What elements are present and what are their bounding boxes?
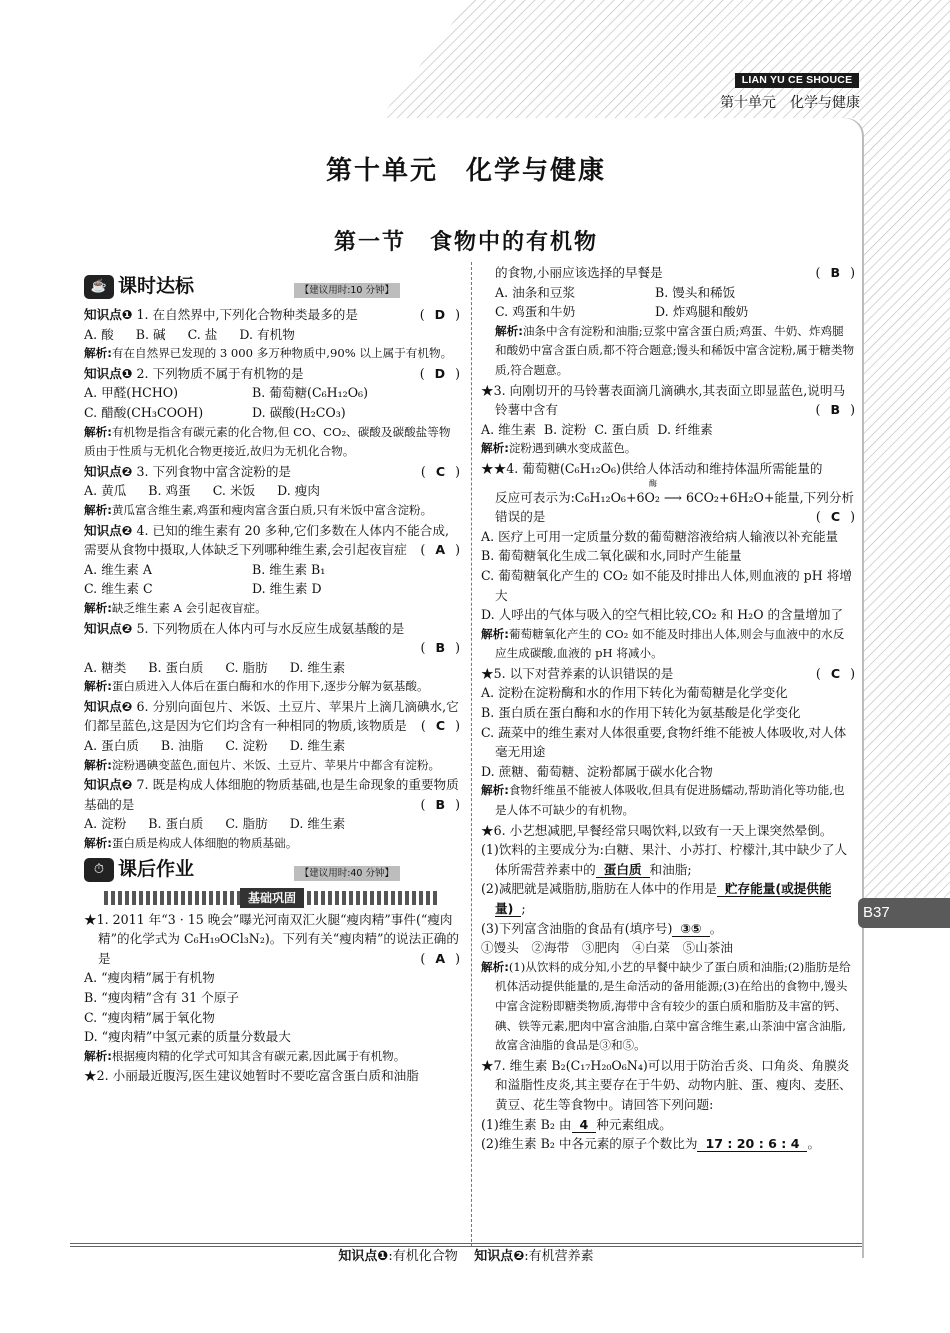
option: C. 醋酸(CH₃COOH) bbox=[84, 404, 204, 420]
answer: C bbox=[830, 509, 841, 525]
answer: B bbox=[830, 402, 841, 418]
analysis: 解析:缺乏维生素 A 会引起夜盲症。 bbox=[84, 600, 267, 615]
knowledge-tag: 知识点❷ bbox=[84, 463, 133, 479]
running-header: 第十单元 化学与健康 bbox=[720, 95, 860, 111]
column-divider bbox=[471, 262, 472, 1247]
option: A. 糖类 bbox=[84, 659, 127, 675]
option: C. 盐 bbox=[187, 326, 218, 342]
question-4: 知识点❷ 4. 已知的维生素有 20 多种,它们多数在人体内不能合成,需要从食物中摄取,人体缺乏下列哪种维生素,会引起夜盲症 ( A ) A. 维生素 A B. 维生素 B₁ C. 维生素 C D. 维生素 D 解析:缺乏维生素 A 会引起夜盲症。 bbox=[84, 521, 460, 619]
homework-question-1: ★1. 2011 年“3 · 15 晚会”曝光河南双汇火腿“瘦肉精”事件(“瘦肉精”的化学式为 C₆H₁₉OCl₃N₂)。下列有关“瘦肉精”的说法正确的是 ( A ) A. “瘦肉精”属于有机物 B. “瘦肉精”含有 31 个原子 C. “瘦肉精”属于氧化物 D. “瘦肉精”中氢元素的质量分数最大 解析:根据瘦肉精的化学式可知其含有碳元素,因此属于有机物。 bbox=[84, 910, 460, 1067]
option: D. “瘦肉精”中氢元素的质量分数最大 bbox=[84, 1029, 291, 1045]
option: B. 馒头和稀饭 bbox=[655, 284, 736, 300]
option: D. 瘦肉 bbox=[277, 483, 320, 499]
question-text: ★5. 以下对营养素的认识错误的是 bbox=[481, 665, 674, 681]
question-text: ★1. 2011 年“3 · 15 晚会”曝光河南双汇火腿“瘦肉精”事件(“瘦肉精”的化学式为 C₆H₁₉OCl₃N₂)。下列有关“瘦肉精”的说法正确的是 bbox=[84, 911, 459, 966]
option: A. 酸 bbox=[84, 326, 114, 342]
option: A. 甲醛(HCHO) bbox=[84, 385, 179, 401]
answer-blank: ③⑤ bbox=[672, 921, 709, 937]
option: D. 人呼出的气体与吸入的空气相比较,CO₂ 和 H₂O 的含量增加了 bbox=[481, 607, 844, 623]
homework-time-badge: 【建议用时:40 分钟】 bbox=[294, 866, 400, 881]
clock-icon: ⏱ bbox=[84, 858, 114, 882]
homework-question-5: ( C ) ★5. 以下对营养素的认识错误的是 A. 淀粉在淀粉酶和水的作用下转化为葡萄糖是化学变化 B. 蛋白质在蛋白酶和水的作用下转化为氨基酸是化学变化 C. 蔬菜中的维生素对人体很重要,食物纤维不能被人体吸收,对人体毫无用途 D. 蔗糖、葡萄糖、淀粉都属于碳水化合物 解析:食物纤维虽不能被人体吸收,但具有促进肠蠕动,帮助消化等功能,也是人体不可缺少的有机物。 bbox=[481, 664, 855, 821]
cup-icon: ☕ bbox=[84, 275, 114, 299]
series-label: LIAN YU CE SHOUCE bbox=[735, 73, 859, 88]
class-section-title: 课时达标 bbox=[118, 275, 195, 298]
analysis: 解析:蛋白质进入人体后在蛋白酶和水的作用下,逐步分解为氨基酸。 bbox=[84, 679, 429, 694]
question-text: 2. 下列物质不属于有机物的是 bbox=[132, 365, 304, 381]
homework-section-title: 课后作业 bbox=[118, 857, 195, 880]
question-text: ★6. 小艺想减肥,早餐经常只喝饮料,以致有一天上课突然晕倒。 bbox=[481, 822, 833, 838]
option: D. 维生素 bbox=[289, 816, 346, 832]
option: C. 蛋白质 bbox=[594, 421, 650, 437]
unit-title: 第十单元 化学与健康 bbox=[325, 156, 606, 186]
question-text: 的食物,小丽应该选择的早餐是 bbox=[495, 265, 663, 280]
option: D. 碳酸(H₂CO₃) bbox=[252, 404, 346, 420]
answer: A bbox=[435, 950, 446, 966]
class-section-header bbox=[84, 275, 460, 301]
answer: B bbox=[435, 796, 446, 812]
answer-blank: 贮存能量(或提供能量) bbox=[495, 881, 832, 916]
option: C. 脂肪 bbox=[225, 659, 268, 675]
question-5: 知识点❷ 5. 下列物质在人体内可与水反应生成氨基酸的是 ( B ) A. 糖类 B. 蛋白质 C. 脂肪 D. 维生素 解析:蛋白质进入人体后在蛋白酶和水的作用下,逐步分解为氨基酸。 bbox=[84, 619, 460, 697]
analysis: 解析:淀粉遇碘变蓝色,面包片、米饭、土豆片、苹果片中都含有淀粉。 bbox=[84, 757, 441, 772]
option: D. 炸鸡腿和酸奶 bbox=[655, 304, 749, 320]
option: A. 维生素 bbox=[481, 421, 536, 437]
option: C. 蔬菜中的维生素对人体很重要,食物纤维不能被人体吸收,对人体毫无用途 bbox=[481, 724, 847, 760]
option: C. 淀粉 bbox=[225, 738, 268, 754]
basic-consolidation-bar bbox=[84, 888, 460, 908]
homework-question-2-start: ★2. 小丽最近腹泻,医生建议她暂时不要吃富含蛋白质和油脂 bbox=[84, 1068, 419, 1084]
answer: B bbox=[830, 265, 841, 280]
question-text: 3. 下列食物中富含淀粉的是 bbox=[132, 463, 292, 479]
question-6: 知识点❷ 6. 分别向面包片、米饭、土豆片、苹果片上滴几滴碘水,它们都呈蓝色,这是因为它们均含有一种相同的物质,该物质是 ( C ) A. 蛋白质 B. 油脂 C. 淀粉 D. 维生素 解析:淀粉遇碘变蓝色,面包片、米饭、土豆片、苹果片中都含有淀粉。 bbox=[84, 697, 460, 775]
knowledge-tag: 知识点❷ bbox=[84, 698, 133, 714]
question-text: ★7. 维生素 B₂(C₁₇H₂₀O₆N₄)可以用于防治舌炎、口角炎、角膜炎和溢脂性皮炎,其主要存在于牛奶、动物内脏、蛋、瘦肉、麦胚、黄豆、花生等食物中。请回答下列问题: bbox=[481, 1057, 852, 1112]
answer: C bbox=[435, 463, 446, 479]
option: B. 碱 bbox=[135, 326, 166, 342]
answer: D bbox=[434, 307, 446, 322]
analysis: 解析:根据瘦肉精的化学式可知其含有碳元素,因此属于有机物。 bbox=[84, 1048, 406, 1063]
question-text: 1. 在自然界中,下列化合物种类最多的是 bbox=[132, 307, 358, 322]
analysis: 解析:有机物是指含有碳元素的化合物,但 CO、CO₂、碳酸及碳酸盐等物质由于性质与无机化合物更接近,故归为无机化合物。 bbox=[84, 424, 451, 459]
option-list: ①馒头 ②海带 ③肥肉 ④白菜 ⑤山茶油 bbox=[481, 940, 733, 956]
option: D. 维生素 D bbox=[252, 581, 322, 597]
homework-section-header bbox=[84, 858, 460, 884]
knowledge-tag: 知识点❷ bbox=[84, 620, 133, 636]
option: C. 鸡蛋和牛奶 bbox=[495, 304, 576, 320]
analysis: 解析:葡萄糖氧化产生的 CO₂ 如不能及时排出人体,则会与血液中的水反应生成碳酸,血液的 pH 将减小。 bbox=[481, 626, 845, 661]
option: A. “瘦肉精”属于有机物 bbox=[84, 970, 215, 986]
left-column bbox=[84, 275, 460, 1086]
option: B. 油脂 bbox=[160, 738, 204, 754]
section-title: 第一节 食物中的有机物 bbox=[333, 230, 598, 255]
option: D. 有机物 bbox=[239, 326, 295, 342]
option: D. 维生素 bbox=[289, 659, 346, 675]
enzyme-label: 酶 bbox=[649, 478, 657, 488]
option: A. 维生素 A bbox=[84, 561, 152, 577]
option: C. 脂肪 bbox=[225, 816, 268, 832]
answer: C bbox=[830, 665, 841, 681]
knowledge-tag: 知识点❶ bbox=[84, 365, 133, 381]
right-column bbox=[481, 263, 855, 1154]
option: A. 淀粉在淀粉酶和水的作用下转化为葡萄糖是化学变化 bbox=[481, 685, 788, 701]
option: B. 蛋白质 bbox=[148, 816, 204, 832]
analysis: 解析:(1)从饮料的成分知,小艺的早餐中缺少了蛋白质和油脂;(2)脂肪是给机体活动提供能量的,是生命活动的备用能源;(3)在给出的食物中,馒头中富含淀粉即糖类物质,海带中含有较少的蛋白质和脂肪及丰富的钙、碘、铁等元素,肥肉中富含油脂,白菜中富含维生素,山茶油中富含油脂,故富含油脂的食品是③和⑤。 bbox=[481, 959, 851, 1053]
question-text: 5. 下列物质在人体内可与水反应生成氨基酸的是 bbox=[132, 620, 405, 636]
option: D. 维生素 bbox=[289, 738, 346, 754]
option: B. 维生素 B₁ bbox=[252, 561, 326, 577]
homework-question-7: ★7. 维生素 B₂(C₁₇H₂₀O₆N₄)可以用于防治舌炎、口角炎、角膜炎和溢脂性皮炎,其主要存在于牛奶、动物内脏、蛋、瘦肉、麦胚、黄豆、花生等食物中。请回答下列问题: (1)维生素 B₂ 由 4 种元素组成。 (2)维生素 B₂ 中各元素的原子个数比为 17 : 20 : 6 : 4 。 bbox=[481, 1056, 855, 1154]
page-number: B37 bbox=[858, 898, 950, 928]
answer: D bbox=[434, 365, 446, 381]
analysis: 解析:食物纤维虽不能被人体吸收,但具有促进肠蠕动,帮助消化等功能,也是人体不可缺少的有机物。 bbox=[481, 783, 845, 818]
question-3: ( C ) 知识点❷ 3. 下列食物中富含淀粉的是 A. 黄瓜 B. 鸡蛋 C. 米饭 D. 瘦肉 解析:黄瓜富含维生素,鸡蛋和瘦肉富含蛋白质,只有米饭中富含淀粉。 bbox=[84, 462, 460, 521]
option: A. 油条和豆浆 bbox=[495, 284, 576, 300]
question-text: ★★4. 葡萄糖(C₆H₁₂O₆)供给人体活动和维持体温所需能量的 bbox=[481, 460, 823, 476]
class-time-badge: 【建议用时:10 分钟】 bbox=[294, 283, 400, 298]
option: B. 蛋白质在蛋白酶和水的作用下转化为氨基酸是化学变化 bbox=[481, 705, 801, 721]
knowledge-tag: 知识点❷ bbox=[84, 522, 133, 538]
question-7: 知识点❷ 7. 既是构成人体细胞的物质基础,也是生命现象的重要物质基础的是 ( B ) A. 淀粉 B. 蛋白质 C. 脂肪 D. 维生素 解析:蛋白质是构成人体细胞的物质基础。 bbox=[84, 775, 460, 853]
answer-blank: 4 bbox=[572, 1117, 597, 1133]
question-text: 反应可表示为:C₆H₁₂O₆+6O₂ ⟶ 6CO₂+6H₂O+能量,下列分析错误的是 bbox=[495, 489, 855, 525]
analysis: 解析:黄瓜富含维生素,鸡蛋和瘦肉富含蛋白质,只有米饭中富含淀粉。 bbox=[84, 502, 433, 517]
question-text: 4. 已知的维生素有 20 多种,它们多数在人体内不能合成,需要从食物中摄取,人体缺乏下列哪种维生素,会引起夜盲症 bbox=[84, 522, 449, 558]
option: B. 鸡蛋 bbox=[148, 483, 191, 499]
knowledge-tag: 知识点❷ bbox=[84, 777, 133, 793]
option: B. 葡萄糖氧化生成二氧化碳和水,同时产生能量 bbox=[481, 548, 742, 564]
homework-question-4: ★★4. 葡萄糖(C₆H₁₂O₆)供给人体活动和维持体温所需能量的 酶 反应可表示为:C₆H₁₂O₆+6O₂ ⟶ 6CO₂+6H₂O+能量,下列分析错误的是 ( C ) A. 医疗上可用一定质量分数的葡萄糖溶液给病人输液以补充能量 B. 葡萄糖氧化生成二氧化碳和水,同时产生能量 C. 葡萄糖氧化产生的 CO₂ 如不能及时排出人体,则血液的 pH 将增大 D. 人呼出的气体与吸入的空气相比较,CO₂ 和 H₂O 的含量增加了 解析:葡萄糖氧化产生的 CO₂ 如不能及时排出人体,则会与血液中的水反应生成碳酸,血液的 pH 将减小。 bbox=[481, 459, 855, 664]
option: D. 纤维素 bbox=[657, 421, 713, 437]
question-text: 6. 分别向面包片、米饭、土豆片、苹果片上滴几滴碘水,它们都呈蓝色,这是因为它们均含有一种相同的物质,该物质是 bbox=[84, 698, 459, 734]
question-1: ( D ) 知识点❶ 1. 在自然界中,下列化合物种类最多的是 A. 酸 B. 碱 C. 盐 D. 有机物 解析:有在自然界已发现的 3 000 多万种物质中,90% 以上属于有机物。 bbox=[84, 305, 460, 364]
option: C. 维生素 C bbox=[84, 581, 153, 597]
analysis: 解析:淀粉遇到碘水变成蓝色。 bbox=[481, 441, 637, 456]
option: C. 葡萄糖氧化产生的 CO₂ 如不能及时排出人体,则血液的 pH 将增大 bbox=[481, 567, 852, 603]
question-2: ( D ) 知识点❶ 2. 下列物质不属于有机物的是 A. 甲醛(HCHO) B. 葡萄糖(C₆H₁₂O₆) C. 醋酸(CH₃COOH) D. 碳酸(H₂CO₃) 解析:有机物是指含有碳元素的化合物,但 CO、CO₂、碳酸及碳酸盐等物质由于性质与无机化合物更接近,故归为无机化合物。 bbox=[84, 364, 460, 462]
answer: A bbox=[435, 542, 446, 558]
answer: C bbox=[435, 718, 446, 734]
option: C. “瘦肉精”属于氧化物 bbox=[84, 1009, 215, 1025]
option: C. 米饭 bbox=[212, 483, 256, 499]
analysis: 解析:油条中含有淀粉和油脂;豆浆中富含蛋白质;鸡蛋、牛奶、炸鸡腿和酸奶中富含蛋白质,都不符合题意;馒头和稀饭中富含淀粉,属于糖类物质,符合题意。 bbox=[495, 323, 855, 377]
homework-question-6: ★6. 小艺想减肥,早餐经常只喝饮料,以致有一天上课突然晕倒。 (1)饮料的主要成分为:白糖、果汁、小苏打、柠檬汁,其中缺少了人体所需营养素中的 蛋白质 和油脂; (2)减肥就是减脂肪,脂肪在人体中的作用是 贮存能量(或提供能量) ; (3)下列富含油脂的食品有(填序号) ③⑤ 。 ①馒头 ②海带 ③肥肉 ④白菜 ⑤山茶油 解析:(1)从饮料的成分知,小艺的早餐中缺少了蛋白质和油脂;(2)脂肪是给机体活动提供能量的,是生命活动的备用能源;(3)在给出的食物中,馒头中富含淀粉即糖类物质,海带中含有较少的蛋白质和脂肪及丰富的钙、碘、铁等元素,肥肉中富含油脂,白菜中富含维生素,山茶油中富含油脂,故富含油脂的食品是③和⑤。 bbox=[481, 821, 855, 1056]
option: A. 医疗上可用一定质量分数的葡萄糖溶液给病人输液以补充能量 bbox=[481, 528, 839, 544]
answer-blank: 蛋白质 bbox=[596, 862, 650, 878]
knowledge-tag: 知识点❶ bbox=[84, 307, 133, 322]
option: A. 黄瓜 bbox=[84, 483, 127, 499]
option: B. 葡萄糖(C₆H₁₂O₆) bbox=[252, 385, 369, 401]
footer-legend: 知识点❶:有机化合物 知识点❷:有机营养素 bbox=[70, 1243, 862, 1271]
option: D. 蔗糖、葡萄糖、淀粉都属于碳水化合物 bbox=[481, 763, 713, 779]
analysis: 解析:蛋白质是构成人体细胞的物质基础。 bbox=[84, 836, 298, 851]
option: A. 淀粉 bbox=[84, 816, 127, 832]
option: B. 蛋白质 bbox=[148, 659, 204, 675]
analysis: 解析:有在自然界已发现的 3 000 多万种物质中,90% 以上属于有机物。 bbox=[84, 346, 453, 361]
question-text: 7. 既是构成人体细胞的物质基础,也是生命现象的重要物质基础的是 bbox=[84, 777, 459, 812]
option: B. 淀粉 bbox=[543, 421, 587, 437]
question-text: ★3. 向刚切开的马铃薯表面滴几滴碘水,其表面立即显蓝色,说明马铃薯中含有 bbox=[481, 382, 846, 418]
answer-blank: 17 : 20 : 6 : 4 bbox=[697, 1136, 807, 1152]
answer: B bbox=[435, 640, 446, 656]
option: B. “瘦肉精”含有 31 个原子 bbox=[84, 990, 239, 1005]
basic-label: 基础巩固 bbox=[240, 888, 304, 908]
homework-question-2-end: ( B ) 的食物,小丽应该选择的早餐是 A. 油条和豆浆 B. 馒头和稀饭 C. 鸡蛋和牛奶 D. 炸鸡腿和酸奶 解析:油条中含有淀粉和油脂;豆浆中富含蛋白质;鸡蛋、牛奶、炸鸡腿和酸奶中富含蛋白质,都不符合题意;馒头和稀饭中富含淀粉,属于糖类物质,符合题意。 bbox=[481, 263, 855, 381]
homework-question-3: ★3. 向刚切开的马铃薯表面滴几滴碘水,其表面立即显蓝色,说明马铃薯中含有 ( B ) A. 维生素 B. 淀粉 C. 蛋白质 D. 纤维素 解析:淀粉遇到碘水变成蓝色。 bbox=[481, 381, 855, 459]
option: A. 蛋白质 bbox=[84, 738, 139, 754]
